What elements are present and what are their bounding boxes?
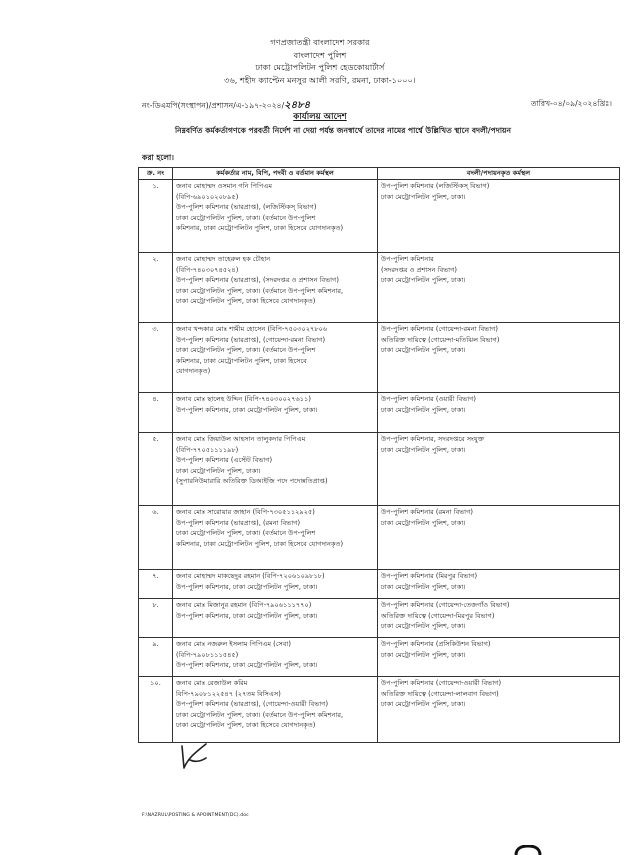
officer-detail-line: উপ-পুলিশ কমিশনার (ভারপ্রাপ্ত), (লজিস্টিকস্ বিভাগ)	[176, 203, 317, 212]
posting-cell	[378, 570, 620, 599]
table-row	[139, 180, 620, 253]
name-column-header: কর্মকর্তার নাম, বিপি, পদবী ও বর্তমান কর্মস্থল	[173, 168, 378, 180]
officer-detail-line: উপ-পুলিশ কমিশনার (ভারপ্রাপ্ত), (গোয়েন্দা-রমনা বিভাগ)	[176, 335, 326, 344]
posting-cell	[378, 638, 620, 677]
officer-detail-line: ঢাকা মেট্রোপলিটন পুলিশ, ঢাকা। (বর্তমানে উপ-পুলিশ কমিশনার,	[176, 710, 344, 719]
officer-detail-line: বিপি-৭৯০৮১২২৫৪৭ (২৭তম বিসিএস)	[176, 689, 281, 698]
posting-cell	[378, 506, 620, 570]
officer-detail-line: জনাব মোঃ সারোয়ার জাহান (বিপি-৭৩০৫১১২৯২৫)	[176, 508, 315, 516]
table-header-row	[139, 168, 620, 180]
posting-detail-line: ঢাকা মেট্রোপলিটন পুলিশ, ঢাকা।	[381, 346, 466, 355]
intro-text-line1: নিম্নবর্ণিত কর্মকর্তাগণকে পরবর্তী নির্দেশ না দেয়া পর্যন্ত জনস্বার্থে তাদের নামের পার্শ্বে উল্লিখিত স্থানে বদলী/পদায়ন	[175, 126, 512, 135]
signature-mark	[176, 740, 212, 778]
posting-detail-line: উপ-পুলিশ কমিশনার (গোয়েন্দা-রমনা বিভাগ)	[381, 325, 499, 333]
officer-detail-line: জনাব মোঃ ছালেহ উদ্দিন (বিপি-৭৪০৩০০২৭৬১১)	[176, 395, 311, 403]
officer-detail-line: উপ-পুলিশ কমিশনার, ঢাকা মেট্রোপলিটন পুলিশ, ঢাকা।	[176, 611, 318, 620]
officer-detail-line: উপ-পুলিশ কমিশনার, ঢাকা মেট্রোপলিটন পুলিশ, ঢাকা।	[176, 582, 318, 591]
table-row	[139, 599, 620, 638]
officer-cell	[173, 323, 378, 393]
posting-detail-line: ঢাকা মেট্রোপলিটন পুলিশ, ঢাকা।	[381, 622, 466, 631]
serial-cell: ১.	[139, 180, 173, 253]
posting-detail-line: উপ-পুলিশ কমিশনার (প্রসিকিউশন বিভাগ)	[381, 640, 491, 648]
officer-detail-line: কমিশনার, ঢাকা মেট্রোপলিটন পুলিশ, ঢাকা হিসেবে	[176, 356, 307, 365]
serial-cell: ৫.	[139, 433, 173, 506]
officer-cell	[173, 180, 378, 253]
serial-cell: ৬.	[139, 506, 173, 570]
officer-detail-line: (বিপি-৬৯০১০২০৮৯৫)	[176, 192, 239, 201]
officer-detail-line: উপ-পুলিশ কমিশনার (ভারপ্রাপ্ত), (সদরদপ্তর ও প্রশাসন বিভাগ)	[176, 276, 339, 285]
posting-detail-line: উপ-পুলিশ কমিশনার (গোয়েন্দা-তেজগাঁও বিভাগ)	[381, 601, 510, 609]
officer-detail-line: জনাব মোঃ নজরুল ইসলাম পিপিএম (সেবা)	[176, 640, 291, 648]
posting-cell	[378, 393, 620, 433]
officer-detail-line: ঢাকা মেট্রোপলিটন পুলিশ, ঢাকা। (বর্তমানে উপ-পুলিশ কমিশনার,	[176, 286, 344, 295]
officer-cell	[173, 253, 378, 323]
file-path-footer: F:\NAZRUL\POSTING & APOINTMENT(DC).doc	[142, 813, 249, 818]
posting-cell	[378, 323, 620, 393]
memo-date: তারিখ-০৪/০৯/২০২৪খ্রিঃ।	[530, 99, 612, 108]
officer-detail-line: ঢাকা মেট্রোপলিটন পুলিশ, ঢাকা হিসেবে যোগদানকৃত)	[176, 721, 316, 730]
table-row	[139, 323, 620, 393]
officer-detail-line: (বিপি-৭৪০৩০৭৪৫২৪)	[176, 265, 239, 274]
page-edge-mark	[514, 845, 544, 855]
officer-cell	[173, 677, 378, 743]
posting-detail-line: উপ-পুলিশ কমিশনার (ওয়ারী বিভাগ)	[381, 395, 477, 403]
government-name: গণপ্রজাতন্ত্রী বাংলাদেশ সরকার	[270, 37, 370, 47]
officer-cell	[173, 570, 378, 599]
officer-detail-line: উপ-পুলিশ কমিশনার, ঢাকা মেট্রোপলিটন পুলিশ, ঢাকা।	[176, 405, 318, 414]
officer-detail-line: জনাব মোঃ জিয়াউল আহসান তালুকদার পিপিএম	[176, 435, 306, 443]
posting-detail-line: উপ-পুলিশ কমিশনার, সদরদপ্তরে সংযুক্ত	[381, 435, 485, 443]
officer-detail-line: ঢাকা মেট্রোপলিটন পুলিশ, ঢাকা। (বর্তমানে উপ-পুলিশ	[176, 346, 316, 355]
memo-handwritten-number: ২৪৮৪	[284, 100, 311, 111]
posting-detail-line: উপ-পুলিশ কমিশনার (মিরপুর বিভাগ)	[381, 572, 478, 580]
posting-detail-line: (সদরদপ্তর ও প্রশাসন বিভাগ)	[381, 265, 457, 274]
page-title: কার্যালয় আদেশ	[293, 112, 347, 122]
officer-detail-line: ঢাকা মেট্রোপলিটন পুলিশ, ঢাকা। (বর্তমানে উপ-পুলিশ	[176, 529, 316, 538]
serial-cell: ২.	[139, 253, 173, 323]
posting-cell	[378, 677, 620, 743]
officer-detail-line: জনাব মোঃ রেজাউল করিম	[176, 679, 248, 687]
officer-detail-line: জনাব খন্দকার মোঃ শামীম হোসেন (বিপি-৭৫০৩০২৭৮০৬	[176, 325, 328, 333]
posting-detail-line: উপ-পুলিশ কমিশনার	[381, 255, 434, 263]
posting-detail-line: অতিরিক্ত দায়িত্বে (গোয়েন্দা-লালবাগ বিভাগ)	[381, 689, 499, 698]
table-row	[139, 506, 620, 570]
serial-cell: ৩.	[139, 323, 173, 393]
posting-cell	[378, 180, 620, 253]
table-row	[139, 570, 620, 599]
officer-detail-line: জনাব মোঃ মিজানুর রহমান (বিপি-৭৯০৬১১১৭৭০)	[176, 601, 312, 609]
organization-name: বাংলাদেশ পুলিশ	[293, 49, 347, 60]
officer-detail-line: উপ-পুলিশ কমিশনার, ঢাকা মেট্রোপলিটন পুলিশ, ঢাকা।	[176, 661, 318, 670]
posting-cell	[378, 599, 620, 638]
office-name: ঢাকা মেট্রোপলিটন পুলিশ হেডকোয়ার্টার্স	[255, 62, 385, 73]
officer-detail-line: ঢাকা মেট্রোপলিটন পুলিশ, ঢাকা।	[176, 466, 261, 475]
posting-detail-line: ঢাকা মেট্রোপলিটন পুলিশ, ঢাকা।	[381, 582, 466, 591]
posting-column-header: বদলী/পদায়নকৃত কর্মস্থল	[378, 168, 620, 180]
serial-cell: ৮.	[139, 599, 173, 638]
posting-cell	[378, 253, 620, 323]
posting-detail-line: ঢাকা মেট্রোপলিটন পুলিশ, ঢাকা।	[381, 445, 466, 454]
officer-detail-line: জনাব মোহাম্মদ ওসমান গনি পিপিএম	[176, 182, 273, 190]
officer-detail-line: ঢাকা মেট্রোপলিটন পুলিশ, ঢাকা হিসেবে যোগদানকৃত)	[176, 297, 316, 306]
officer-detail-line: ঢাকা মেট্রোপলিটন পুলিশ, ঢাকা। (বর্তমানে উপ-পুলিশ	[176, 213, 316, 222]
posting-detail-line: ঢাকা মেট্রোপলিটন পুলিশ, ঢাকা।	[381, 405, 466, 414]
table-row	[139, 677, 620, 743]
officer-detail-line: (বিপি-৭৭০৫১১১১৯৮)	[176, 445, 239, 454]
table-row	[139, 638, 620, 677]
officer-detail-line: যোগদানকৃত)	[176, 367, 211, 376]
letterhead	[0, 36, 640, 86]
posting-detail-line: ঢাকা মেট্রোপলিটন পুলিশ, ঢাকা।	[381, 518, 466, 527]
officer-detail-line: উপ-পুলিশ কমিশনার (ভারপ্রাপ্ত), (গোয়েন্দা-ওয়ারী বিভাগ)	[176, 700, 329, 709]
table-body	[139, 180, 620, 743]
table-row	[139, 393, 620, 433]
posting-detail-line: অতিরিক্ত দায়িত্বে (গোয়েন্দা-মতিঝিল বিভাগ)	[381, 335, 500, 344]
posting-detail-line: উপ-পুলিশ কমিশনার (লজিস্টিকস্ বিভাগ)	[381, 182, 490, 190]
posting-detail-line: উপ-পুলিশ কমিশনার (রমনা বিভাগ)	[381, 508, 473, 516]
officer-cell	[173, 638, 378, 677]
officer-detail-line: (সুপারনিউমারারি অতিরিক্ত ডিআইজি পদে পদোন্নতিপ্রাপ্ত)	[176, 477, 328, 486]
intro-text-line2: করা হলো।	[142, 153, 174, 162]
serial-cell: ৪.	[139, 393, 173, 433]
posting-detail-line: ঢাকা মেট্রোপলিটন পুলিশ, ঢাকা।	[381, 276, 466, 285]
serial-column-header: ক্র. নং	[139, 168, 173, 180]
officer-detail-line: কমিশনার, ঢাকা মেট্রোপলিটন পুলিশ, ঢাকা হিসেবে যোগদানকৃত)	[176, 224, 344, 233]
posting-detail-line: অতিরিক্ত দায়িত্বে (গোয়েন্দা-মিরপুর বিভাগ)	[381, 611, 495, 620]
officer-detail-line: উপ-পুলিশ কমিশনার (এস্টেট বিভাগ)	[176, 456, 273, 465]
table-row	[139, 433, 620, 506]
posting-detail-line: উপ-পুলিশ কমিশনার (গোয়েন্দা-ওয়ারী বিভাগ)	[381, 679, 502, 687]
officer-detail-line: (বিপি-৭৯০৮১১১৫৪৫)	[176, 650, 239, 659]
table-row	[139, 253, 620, 323]
serial-cell: ১০.	[139, 677, 173, 743]
posting-detail-line: ঢাকা মেট্রোপলিটন পুলিশ, ঢাকা।	[381, 650, 466, 659]
memo-number-text: নং-ডিএমপি(সংস্থাপন)/প্রশাসন/এ-১৯৭-২০২৪/	[142, 101, 285, 110]
serial-cell: ৭.	[139, 570, 173, 599]
officer-detail-line: জনাব মোহাম্মদ তাহেরুল হক চৌহান	[176, 255, 271, 263]
posting-detail-line: ঢাকা মেট্রোপলিটন পুলিশ, ঢাকা।	[381, 192, 466, 201]
officer-cell	[173, 393, 378, 433]
serial-cell: ৯.	[139, 638, 173, 677]
signature-scribble	[176, 740, 212, 774]
posting-detail-line: ঢাকা মেট্রোপলিটন পুলিশ, ঢাকা।	[381, 700, 466, 709]
officer-detail-line: কমিশনার, ঢাকা মেট্রোপলিটন পুলিশ, ঢাকা হিসেবে যোগদানকৃত)	[176, 539, 344, 548]
officer-detail-line: জনাব মোহাম্মদ মাকছেদুর রহমান (বিপি-৭২০৬১০৯৮১৮)	[176, 572, 325, 580]
officer-cell	[173, 599, 378, 638]
officer-detail-line: উপ-পুলিশ কমিশনার (ভারপ্রাপ্ত), (রমনা বিভাগ)	[176, 518, 301, 527]
officer-cell	[173, 506, 378, 570]
office-address: ৩৬, শহীদ ক্যাপ্টেন মনসুর আলী সরণি, রমনা, ঢাকা-১০০০।	[224, 74, 416, 85]
posting-cell	[378, 433, 620, 506]
posting-table	[138, 167, 620, 743]
officer-cell	[173, 433, 378, 506]
